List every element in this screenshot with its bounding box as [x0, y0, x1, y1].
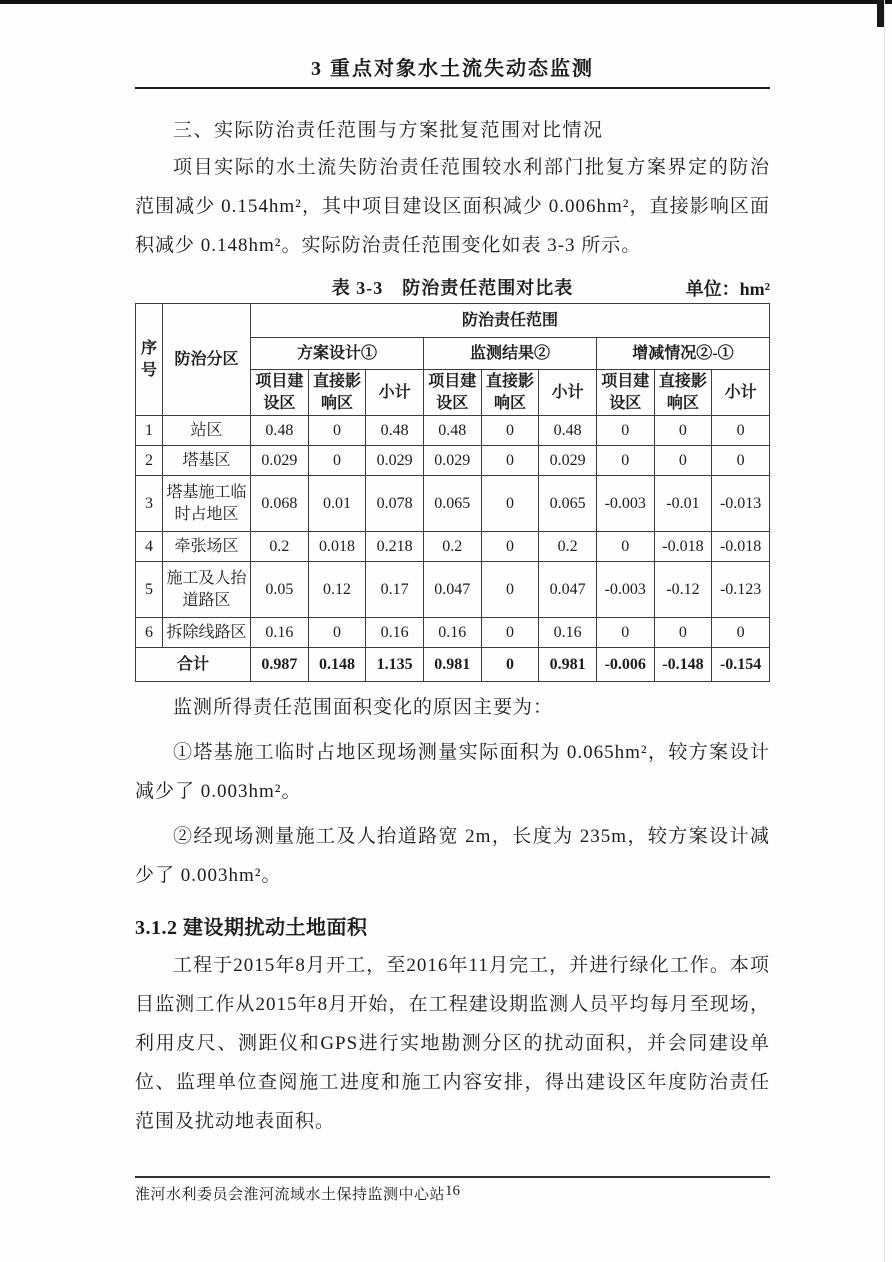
row-zone: 站区: [163, 416, 251, 446]
table-cell: 0.148: [308, 648, 366, 682]
table-cell: 0: [596, 416, 654, 446]
row-zone: 牵张场区: [163, 532, 251, 562]
paragraph-reason-1: ①塔基施工临时占地区现场测量实际面积为 0.065hm²，较方案设计减少了 0.003hm²。: [135, 742, 770, 802]
footer-inner: [135, 1183, 770, 1205]
table-cell: 0: [308, 618, 366, 648]
table-total-row: [136, 648, 770, 682]
col-header-no: 序号: [136, 304, 163, 416]
table-cell: 0: [596, 446, 654, 476]
table-caption-row: [135, 274, 770, 302]
page-content: [135, 0, 770, 1141]
subcol-header: 直接影响区: [308, 370, 366, 416]
table-cell: 0: [308, 446, 366, 476]
table-cell: 1.135: [366, 648, 424, 682]
table-row: [136, 476, 770, 532]
table-cell: 0.12: [308, 562, 366, 618]
row-zone: 塔基施工临时占地区: [163, 476, 251, 532]
table-cell: 0.01: [308, 476, 366, 532]
table-cell: 0.029: [423, 446, 481, 476]
table-cell: 0: [481, 416, 539, 446]
table-cell: 0.047: [423, 562, 481, 618]
table-cell: 0.48: [366, 416, 424, 446]
table-cell: 0: [596, 618, 654, 648]
running-header-title: 3 重点对象水土流失动态监测: [311, 58, 594, 80]
table-cell: 0: [596, 532, 654, 562]
row-no: 5: [136, 562, 163, 618]
table-cell: 0.48: [251, 416, 309, 446]
row-no: 6: [136, 618, 163, 648]
table-cell: 0.987: [251, 648, 309, 682]
paragraph-reason-intro: 监测所得责任范围面积变化的原因主要为：: [173, 697, 554, 718]
table-cell: 0: [308, 416, 366, 446]
col-header-change: 增减情况②-①: [596, 338, 769, 370]
row-no: 2: [136, 446, 163, 476]
table-unit-label: 单位：hm²: [685, 279, 770, 299]
table-row: [136, 618, 770, 648]
table-cell: 0: [712, 416, 770, 446]
table-cell: 0.05: [251, 562, 309, 618]
table-cell: -0.003: [596, 476, 654, 532]
subcol-header: 项目建设区: [423, 370, 481, 416]
table-cell: 0.17: [366, 562, 424, 618]
table-cell: -0.003: [596, 562, 654, 618]
table-cell: 0.16: [539, 618, 597, 648]
table-row: [136, 562, 770, 618]
table-cell: 0.2: [539, 532, 597, 562]
table-cell: 0: [481, 618, 539, 648]
table-cell: -0.006: [596, 648, 654, 682]
table-cell: 0.981: [539, 648, 597, 682]
col-header-monitor: 监测结果②: [423, 338, 596, 370]
total-label: 合计: [136, 648, 251, 682]
table-cell: 0: [481, 532, 539, 562]
table-cell: 0.065: [423, 476, 481, 532]
table-cell: -0.01: [654, 476, 712, 532]
scan-right-edge-line: [884, 0, 885, 1262]
table-cell: 0.029: [366, 446, 424, 476]
table-row: [136, 416, 770, 446]
row-zone: 塔基区: [163, 446, 251, 476]
subcol-header: 小计: [366, 370, 424, 416]
col-header-group-top: 防治责任范围: [251, 304, 770, 338]
table-cell: 0.078: [366, 476, 424, 532]
subcol-header: 直接影响区: [654, 370, 712, 416]
subcol-header: 小计: [539, 370, 597, 416]
paragraph-reason-2: ②经现场测量施工及人抬道路宽 2m，长度为 235m，较方案设计减少了 0.003hm²。: [135, 826, 770, 886]
subcol-header: 小计: [712, 370, 770, 416]
table-cell: 0.981: [423, 648, 481, 682]
table-cell: 0: [712, 618, 770, 648]
table-cell: 0: [481, 648, 539, 682]
table-cell: -0.123: [712, 562, 770, 618]
table-cell: -0.018: [654, 532, 712, 562]
section-heading-3-1-2: 3.1.2 建设期扰动土地面积: [135, 917, 368, 939]
table-row: [136, 532, 770, 562]
table-cell: 0.2: [251, 532, 309, 562]
table-cell: 0: [654, 446, 712, 476]
table-header-row-1: [136, 304, 770, 338]
table-cell: 0.068: [251, 476, 309, 532]
table-cell: 0.2: [423, 532, 481, 562]
table-cell: 0: [481, 446, 539, 476]
subcol-header: 直接影响区: [481, 370, 539, 416]
table-cell: -0.018: [712, 532, 770, 562]
subcol-header: 项目建设区: [251, 370, 309, 416]
table-cell: 0.047: [539, 562, 597, 618]
row-no: 1: [136, 416, 163, 446]
row-zone: 拆除线路区: [163, 618, 251, 648]
table-cell: 0.16: [366, 618, 424, 648]
table-cell: 0.029: [251, 446, 309, 476]
paragraph-3-1-2: 工程于2015年8月开工，至2016年11月完工，并进行绿化工作。本项目监测工作从2015年8月开始，在工程建设期监测人员平均每月至现场，利用皮尺、测距仪和GPS进行实地勘测分区的扰动面积，并会同建设单位、监理单位查阅施工进度和施工内容安排，得出建设区年度防治责任范围及扰动地表面积。: [135, 955, 770, 1132]
table-cell: -0.013: [712, 476, 770, 532]
section-heading-compare: 三、实际防治责任范围与方案批复范围对比情况: [173, 120, 604, 141]
table-cell: 0.48: [539, 416, 597, 446]
header-rule: [135, 87, 770, 89]
table-cell: 0.065: [539, 476, 597, 532]
footer-organization: 淮河水利委员会淮河流域水土保持监测中心站: [135, 1187, 446, 1203]
table-cell: 0.16: [251, 618, 309, 648]
table-cell: 0.218: [366, 532, 424, 562]
table-cell: 0: [654, 416, 712, 446]
col-header-design: 方案设计①: [251, 338, 424, 370]
col-header-zone: 防治分区: [163, 304, 251, 416]
table-cell: 0.48: [423, 416, 481, 446]
subcol-header: 项目建设区: [596, 370, 654, 416]
row-zone: 施工及人抬道路区: [163, 562, 251, 618]
table-cell: -0.12: [654, 562, 712, 618]
row-no: 3: [136, 476, 163, 532]
paragraph-compare: 项目实际的水土流失防治责任范围较水利部门批复方案界定的防治范围减少 0.154hm²，其中项目建设区面积减少 0.006hm²，直接影响区面积减少 0.148hm²。实际防治责任范围变化如表 3-3 所示。: [135, 157, 770, 256]
page-number: 16: [445, 1183, 460, 1199]
table-cell: 0.029: [539, 446, 597, 476]
row-no: 4: [136, 532, 163, 562]
table-cell: 0.018: [308, 532, 366, 562]
table-cell: 0.16: [423, 618, 481, 648]
table-cell: -0.154: [712, 648, 770, 682]
table-cell: 0: [481, 476, 539, 532]
table-cell: 0: [712, 446, 770, 476]
page-footer: [135, 1176, 770, 1205]
responsibility-comparison-table: [135, 303, 770, 682]
table-cell: -0.148: [654, 648, 712, 682]
table-caption: 表 3-3 防治责任范围对比表: [331, 278, 574, 298]
table-cell: 0: [481, 562, 539, 618]
table-row: [136, 446, 770, 476]
table-cell: 0: [654, 618, 712, 648]
